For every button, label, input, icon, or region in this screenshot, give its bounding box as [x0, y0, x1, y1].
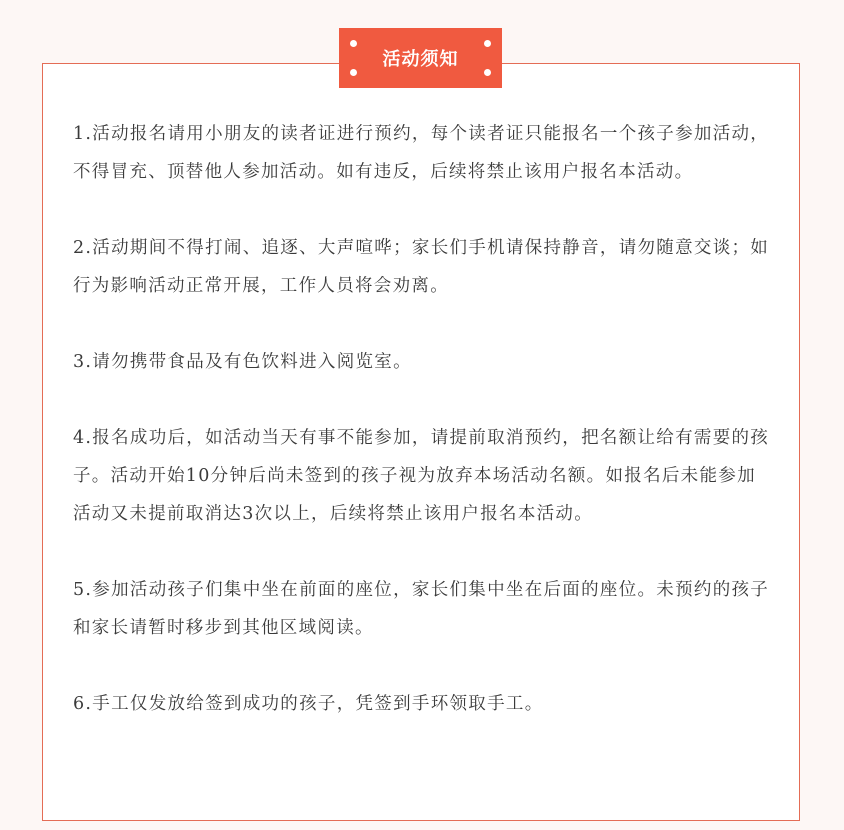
notice-item-1: 1.活动报名请用小朋友的读者证进行预约，每个读者证只能报名一个孩子参加活动，不得冒充、顶替他人参加活动。如有违反，后续将禁止该用户报名本活动。	[73, 124, 770, 182]
notice-item-5: 5.参加活动孩子们集中坐在前面的座位，家长们集中坐在后面的座位。未预约的孩子和家长请暂时移步到其他区域阅读。	[73, 580, 770, 638]
decorative-dot	[484, 69, 491, 76]
title-badge	[339, 28, 502, 88]
notice-content	[73, 115, 773, 723]
decorative-dot	[484, 40, 491, 47]
notice-item-3: 3.请勿携带食品及有色饮料进入阅览室。	[73, 352, 412, 372]
notice-item-6: 6.手工仅发放给签到成功的孩子，凭签到手环领取手工。	[73, 694, 544, 714]
decorative-dot	[350, 69, 357, 76]
decorative-dot	[350, 40, 357, 47]
page-title: 活动须知	[382, 49, 459, 70]
notice-item-2: 2.活动期间不得打闹、追逐、大声喧哗；家长们手机请保持静音，请勿随意交谈；如行为影响活动正常开展，工作人员将会劝离。	[73, 238, 770, 296]
notice-item-4: 4.报名成功后，如活动当天有事不能参加，请提前取消预约，把名额让给有需要的孩子。活动开始10分钟后尚未签到的孩子视为放弃本场活动名额。如报名后未能参加活动又未提前取消达3次以上，后续将禁止该用户报名本活动。	[73, 428, 770, 524]
